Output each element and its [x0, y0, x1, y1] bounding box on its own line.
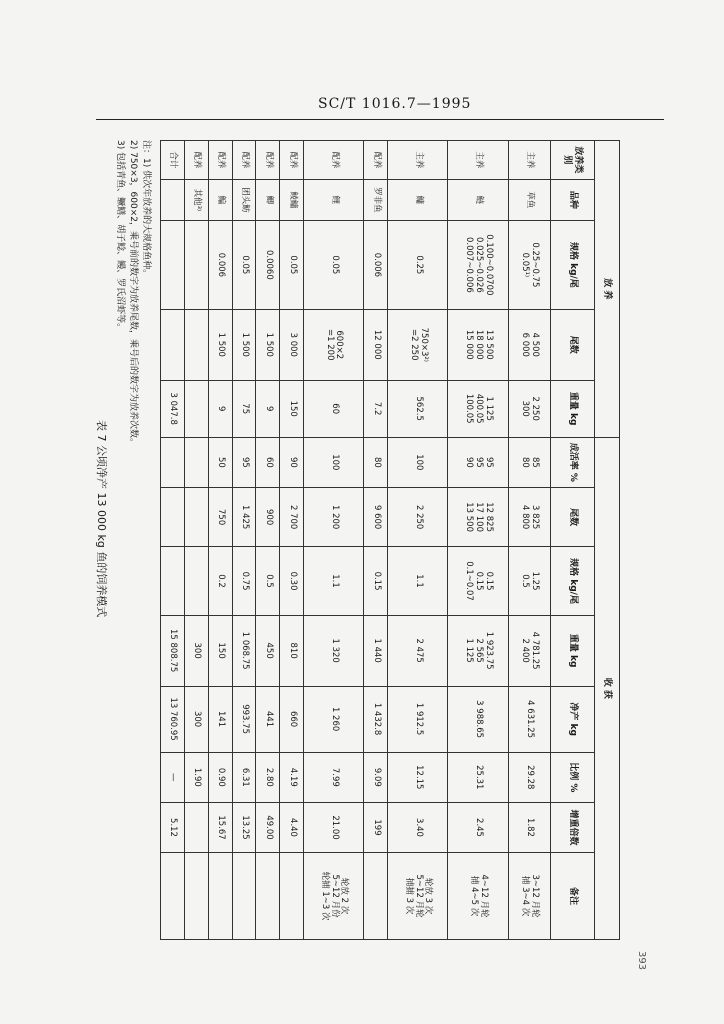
group-harvest: 收 获	[595, 437, 620, 939]
page-number: 393	[636, 950, 648, 971]
table-cell: 80	[364, 437, 388, 487]
table-cell: 4.40	[280, 802, 304, 852]
note-3: 3) 包括青鱼、鳜鳝、胡子鲶、鳗、罗氏沼虾等。	[115, 140, 125, 333]
note-2: 2) 750×3，600×2，乘号前的数字为放养尾数，乘号后的数字为放养次数。	[128, 140, 138, 447]
note-1: 注：1) 供次年放养的大规格鱼种。	[141, 140, 151, 279]
table-cell	[161, 547, 185, 615]
table-body	[161, 141, 551, 940]
table-cell: 轮放 3 次 5~12 月轮 捕捕 3 次	[388, 853, 448, 940]
table-cell: 15 808.75	[161, 615, 185, 686]
table-row	[364, 141, 388, 940]
table-row	[280, 141, 304, 940]
table-cell: 配养	[364, 141, 388, 180]
table-cell: 13.25	[232, 802, 256, 852]
table-cell	[161, 309, 185, 380]
table-cell: 2 700	[280, 487, 304, 546]
table-cell: 49.00	[256, 802, 280, 852]
table-cell: 60	[304, 380, 364, 437]
table-cell: 0.25	[388, 220, 448, 309]
table-cell	[184, 380, 208, 437]
table-cell: 90	[280, 437, 304, 487]
table-cell: 100	[304, 437, 364, 487]
table-cell: 75	[232, 380, 256, 437]
table-cell: 7.99	[304, 752, 364, 802]
table-cell: 鲮鳙	[280, 179, 304, 220]
column-header: 备注	[550, 853, 594, 940]
table-cell: 5.12	[161, 802, 185, 852]
table-cell: 300	[184, 615, 208, 686]
table-cell: 199	[364, 802, 388, 852]
table-cell: 750	[208, 487, 232, 546]
table-cell: 85 80	[508, 437, 550, 487]
table-cell: 0.006	[208, 220, 232, 309]
table-cell: 0.15	[364, 547, 388, 615]
table-cell: 25.31	[448, 752, 508, 802]
column-header: 尾数	[550, 487, 594, 546]
header-rule	[96, 119, 664, 120]
table-cell: 配养	[304, 141, 364, 180]
table-cell: 441	[256, 686, 280, 752]
table-cell: 0.006	[364, 220, 388, 309]
table-cell: 9.09	[364, 752, 388, 802]
table-cell: 95	[232, 437, 256, 487]
table-cell: 15.67	[208, 802, 232, 852]
table-cell: 0.25~0.75 0.05¹⁾	[508, 220, 550, 309]
table-cell: 主养	[448, 141, 508, 180]
table-cell: 750×3²⁾ =2 250	[388, 309, 448, 380]
table-cell: 13 760.95	[161, 686, 185, 752]
table-cell: 1.1	[388, 547, 448, 615]
standard-code-header: SC/T 1016.7—1995	[318, 96, 472, 112]
table-row	[208, 141, 232, 940]
table-cell: 1.82	[508, 802, 550, 852]
table-cell: 1 923.75 2 565 1 125	[448, 615, 508, 686]
table-cell: 配养	[232, 141, 256, 180]
table-row	[256, 141, 280, 940]
table-cell: 810	[280, 615, 304, 686]
table-row	[508, 141, 550, 940]
table-cell: 配养	[208, 141, 232, 180]
table-cell: 6.31	[232, 752, 256, 802]
table-cell	[184, 547, 208, 615]
stocking-table	[160, 140, 620, 940]
table-cell: 29.28	[508, 752, 550, 802]
table-cell: 1.90	[184, 752, 208, 802]
table-cell: 2.45	[448, 802, 508, 852]
table-cell: 2 250	[388, 487, 448, 546]
column-header: 规格 kg/尾	[550, 547, 594, 615]
column-header: 尾数	[550, 309, 594, 380]
table-cell: 9	[256, 380, 280, 437]
table-cell: 12.15	[388, 752, 448, 802]
table-cell	[161, 437, 185, 487]
table-cell: 鲫	[256, 179, 280, 220]
column-header: 增重倍数	[550, 802, 594, 852]
table-cell: —	[161, 752, 185, 802]
table-cell: 2.80	[256, 752, 280, 802]
table-cell: 0.90	[208, 752, 232, 802]
table-title: 表 7 公顷净产 13 000 kg 鱼的饲养模式	[95, 420, 108, 618]
table-cell: 团头鲂	[232, 179, 256, 220]
column-header: 品种	[550, 179, 594, 220]
table-cell: 50	[208, 437, 232, 487]
table-cell: 0.05	[304, 220, 364, 309]
table-cell: 1 320	[304, 615, 364, 686]
table-row	[448, 141, 508, 940]
table-cell: 0.100~0.0700 0.025~0.026 0.007~0.006	[448, 220, 508, 309]
table-row	[232, 141, 256, 940]
table-cell: 1 125 400.05 100.05	[448, 380, 508, 437]
table-cell: 3 000	[280, 309, 304, 380]
table-cell	[161, 220, 185, 309]
table-cell: 0.05	[280, 220, 304, 309]
table-cell: 1 425	[232, 487, 256, 546]
table-cell: 12 000	[364, 309, 388, 380]
table-cell: 2 250 300	[508, 380, 550, 437]
table-cell: 0.5	[256, 547, 280, 615]
table-cell: 1 260	[304, 686, 364, 752]
table-cell: 13 500 18 000 15 000	[448, 309, 508, 380]
column-header: 净产 kg	[550, 686, 594, 752]
table-cell: 1.25 0.5	[508, 547, 550, 615]
table-cell: 0.0060	[256, 220, 280, 309]
group-header-row	[595, 141, 620, 940]
table-cell	[184, 487, 208, 546]
table-cell: 配养	[184, 141, 208, 180]
table-cell	[184, 853, 208, 940]
column-header: 放养类别	[550, 141, 594, 180]
table-cell: 12 825 17 100 13 500	[448, 487, 508, 546]
column-header: 重量 kg	[550, 380, 594, 437]
table-cell: 1.1	[304, 547, 364, 615]
table-cell	[161, 179, 185, 220]
table-cell: 300	[184, 686, 208, 752]
table-cell: 配养	[256, 141, 280, 180]
table-cell: 60	[256, 437, 280, 487]
table-cell: 9 600	[364, 487, 388, 546]
table-cell	[161, 853, 185, 940]
table-cell: 100	[388, 437, 448, 487]
table-cell: 562.5	[388, 380, 448, 437]
table-cell: 鳙	[388, 179, 448, 220]
table-row	[304, 141, 364, 940]
table-cell: 1 432.8	[364, 686, 388, 752]
table-cell: 4 781.25 2 400	[508, 615, 550, 686]
table-cell	[161, 487, 185, 546]
table-cell: 993.75	[232, 686, 256, 752]
table-notes	[113, 140, 152, 940]
table-cell: 900	[256, 487, 280, 546]
table-cell: 合计	[161, 141, 185, 180]
table-cell: 1 500	[208, 309, 232, 380]
table-cell: 1 500	[232, 309, 256, 380]
table-cell: 450	[256, 615, 280, 686]
table-cell: 1 440	[364, 615, 388, 686]
table-cell: 1 200	[304, 487, 364, 546]
table-cell: 150	[280, 380, 304, 437]
table-cell: 0.2	[208, 547, 232, 615]
column-header: 规格 kg/尾	[550, 220, 594, 309]
table-cell: 1 068.75	[232, 615, 256, 686]
table-cell	[232, 853, 256, 940]
table-cell: 配养	[280, 141, 304, 180]
table-cell: 其他³⁾	[184, 179, 208, 220]
table-row	[388, 141, 448, 940]
table-cell: 3~12 月轮 捕 3~4 次	[508, 853, 550, 940]
table-cell: 3 047.8	[161, 380, 185, 437]
table-cell	[256, 853, 280, 940]
group-stocking: 放 养	[595, 141, 620, 438]
table-cell: 主养	[388, 141, 448, 180]
table-cell: 3 825 4 800	[508, 487, 550, 546]
table-cell: 4~12 月轮 捕 4~5 次	[448, 853, 508, 940]
table-cell: 鳊	[208, 179, 232, 220]
table-cell	[280, 853, 304, 940]
table-cell	[208, 853, 232, 940]
rotated-table-block	[100, 140, 620, 940]
table-cell: 1 912.5	[388, 686, 448, 752]
table-cell: 草鱼	[508, 179, 550, 220]
table-row	[161, 141, 185, 940]
table-row	[184, 141, 208, 940]
column-header: 成活率 %	[550, 437, 594, 487]
table-cell	[184, 309, 208, 380]
table-cell: 4 631.25	[508, 686, 550, 752]
table-cell: 3 988.65	[448, 686, 508, 752]
table-cell: 95 95 90	[448, 437, 508, 487]
table-cell: 7.2	[364, 380, 388, 437]
table-cell: 660	[280, 686, 304, 752]
table-cell: 4.19	[280, 752, 304, 802]
table-cell	[184, 437, 208, 487]
table-cell: 0.15 0.15 0.1~0.07	[448, 547, 508, 615]
table-cell: 21.00	[304, 802, 364, 852]
table-cell: 鲤	[304, 179, 364, 220]
table-cell: 150	[208, 615, 232, 686]
column-header-row	[550, 141, 594, 940]
table-cell: 鲢	[448, 179, 508, 220]
table-cell	[184, 802, 208, 852]
table-cell: 600×2 =1 200	[304, 309, 364, 380]
table-cell: 4 500 6 000	[508, 309, 550, 380]
table-cell	[184, 220, 208, 309]
column-header: 比例 %	[550, 752, 594, 802]
column-header: 重量 kg	[550, 615, 594, 686]
table-cell: 141	[208, 686, 232, 752]
table-cell: 轮放 2 次 5~12 月份 轮捕 1~3 次	[304, 853, 364, 940]
table-cell: 0.30	[280, 547, 304, 615]
table-cell: 3.40	[388, 802, 448, 852]
table-cell: 罗非鱼	[364, 179, 388, 220]
table-cell: 主养	[508, 141, 550, 180]
table-cell: 9	[208, 380, 232, 437]
table-cell: 0.05	[232, 220, 256, 309]
table-cell	[364, 853, 388, 940]
table-cell: 2 475	[388, 615, 448, 686]
table-cell: 1 500	[256, 309, 280, 380]
table-cell: 0.75	[232, 547, 256, 615]
